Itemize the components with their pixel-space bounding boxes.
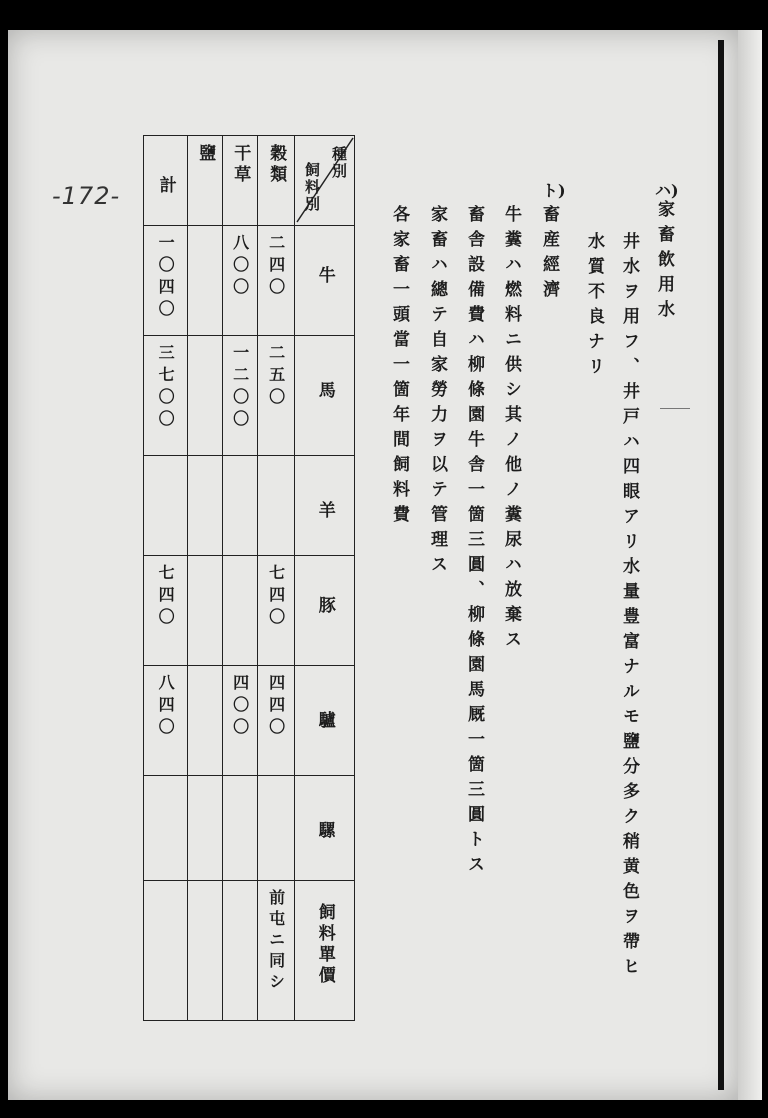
- row-label-cattle: 牛: [314, 266, 335, 287]
- section-to-line-4: 各家畜一頭當一箇年間飼料費: [389, 205, 409, 530]
- header-hay: 干草: [223, 136, 258, 226]
- pencil-mark: [660, 408, 690, 409]
- cell-pig-grain: 七四〇: [266, 564, 286, 630]
- cell-donkey-total: 八四〇: [156, 674, 176, 740]
- section-to-line-1: 牛糞ハ燃料ニ供シ其ノ他ノ糞尿ハ放棄ス: [501, 205, 521, 655]
- row-label-donkey: 驢: [314, 711, 335, 732]
- feed-cost-table: [143, 135, 355, 1021]
- table-row-sheep: [144, 456, 355, 556]
- cell-cattle-grain: 二四〇: [266, 234, 286, 300]
- section-ha-heading: 家畜飲用水: [654, 200, 674, 325]
- table-header-row: [144, 136, 355, 226]
- row-label-sheep: 羊: [314, 501, 335, 522]
- section-to-marker: ト): [542, 181, 566, 200]
- section-ha-line-1: 井水ヲ用フ、井戸ハ四眼アリ水量豊富ナルモ鹽分多ク稍黄色ヲ帶ヒ: [619, 232, 639, 982]
- row-label-mule: 騾: [314, 821, 335, 842]
- table-row-mule: [144, 776, 355, 881]
- table-row-donkey: [144, 666, 355, 776]
- cell-horse-hay: 一二〇〇: [230, 344, 250, 432]
- table-row-cattle: [144, 226, 355, 336]
- cell-donkey-hay: 四〇〇: [230, 674, 250, 740]
- cell-horse-grain: 二五〇: [266, 344, 286, 410]
- header-corner: [295, 136, 355, 226]
- header-total: 計: [144, 136, 188, 226]
- cell-pig-total: 七四〇: [156, 564, 176, 630]
- section-to-heading: 畜産經濟: [539, 205, 559, 305]
- adjacent-page-edge: [738, 30, 762, 1100]
- row-label-pig: 豚: [314, 596, 335, 617]
- table-row-horse: [144, 336, 355, 456]
- cell-horse-total: 三七〇〇: [156, 344, 176, 432]
- page-fold-shadow: [718, 40, 724, 1090]
- cell-price-grain: 前屯ニ同シ: [266, 889, 286, 994]
- header-salt: 鹽: [188, 136, 223, 226]
- header-grain: 穀類: [258, 136, 295, 226]
- corner-top-label: 種別: [330, 146, 348, 180]
- section-to-line-2: 畜舎設備費ハ柳條園牛舎一箇三圓、柳條園馬厩一箇三圓トス: [464, 205, 484, 880]
- table-row-pig: [144, 556, 355, 666]
- row-label-unit-price: 飼料單價: [314, 903, 335, 987]
- section-ha-marker: ハ): [655, 181, 679, 200]
- table-row-unit-price: [144, 881, 355, 1021]
- section-ha-line-2: 水質不良ナリ: [584, 232, 604, 382]
- cell-donkey-grain: 四四〇: [266, 674, 286, 740]
- row-label-horse: 馬: [314, 381, 335, 402]
- cell-cattle-total: 一〇四〇: [156, 234, 176, 322]
- corner-bottom-label: 飼料別: [303, 162, 321, 213]
- cell-cattle-hay: 八〇〇: [230, 234, 250, 300]
- section-to-line-3: 家畜ハ總テ自家勞力ヲ以テ管理ス: [427, 205, 447, 580]
- page-number: -172-: [52, 182, 121, 210]
